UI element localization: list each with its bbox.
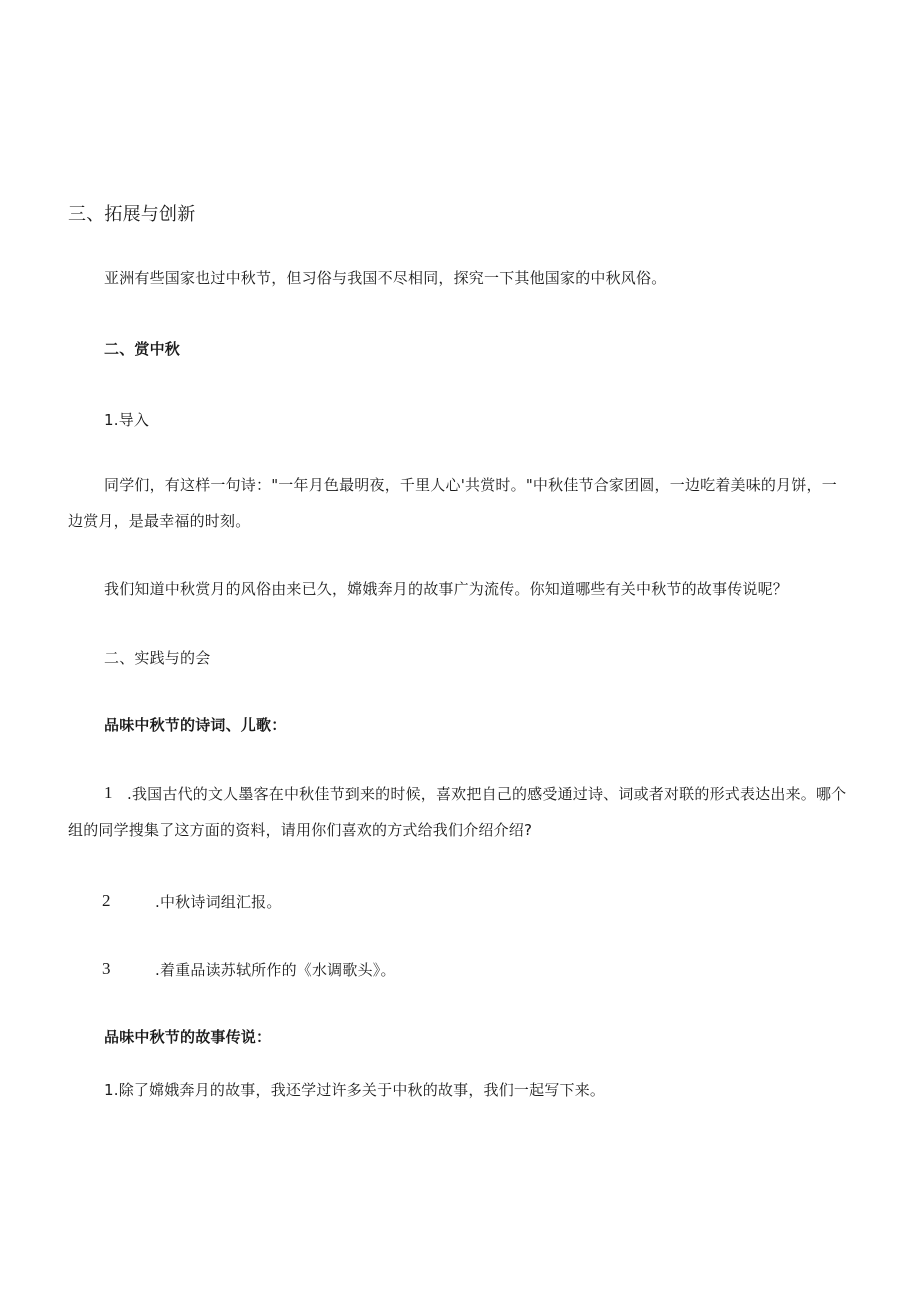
item1-number: 1 xyxy=(104,783,113,802)
item1-line2: 组的同学搜集了这方面的资料，请用你们喜欢的方式给我们介绍介绍? xyxy=(68,821,533,839)
section3-paragraph: 亚洲有些国家也过中秋节，但习俗与我国不尽相同，探究一下其他国家的中秋风俗。 xyxy=(104,269,667,287)
section2-heading: 二、赏中秋 xyxy=(104,340,181,358)
story-paragraph: 我们知道中秋赏月的风俗由来已久，嫦娥奔月的故事广为流传。你知道哪些有关中秋节的故事传说呢？ xyxy=(104,580,789,598)
item3-text: .着重品读苏轼所作的《水调歌头》。 xyxy=(155,961,396,979)
poetry-heading: 品味中秋节的诗词、儿歌： xyxy=(104,716,287,734)
item1-line1: .我国古代的文人墨客在中秋佳节到来的时候，喜欢把自己的感受通过诗、词或者对联的形式表达出来。哪个 xyxy=(127,785,847,803)
item2-text: .中秋诗词组汇报。 xyxy=(155,893,282,911)
intro-label: 1.导入 xyxy=(104,411,150,429)
item2-number: 2 xyxy=(102,891,111,910)
intro-paragraph-line2: 边赏月，是最幸福的时刻。 xyxy=(68,512,251,530)
legend-heading: 品味中秋节的故事传说： xyxy=(104,1028,272,1046)
practice-heading: 二、实践与的会 xyxy=(104,649,211,667)
section3-heading: 三、拓展与创新 xyxy=(68,204,196,225)
item3-number: 3 xyxy=(102,959,111,978)
intro-paragraph-line1: 同学们，有这样一句诗："一年月色最明夜，千里人心'共赏时。"中秋佳节合家团圆，一边吃着美味的月饼，一 xyxy=(104,476,837,494)
legend-item1: 1.除了嫦娥奔月的故事，我还学过许多关于中秋的故事，我们一起写下来。 xyxy=(104,1081,606,1099)
